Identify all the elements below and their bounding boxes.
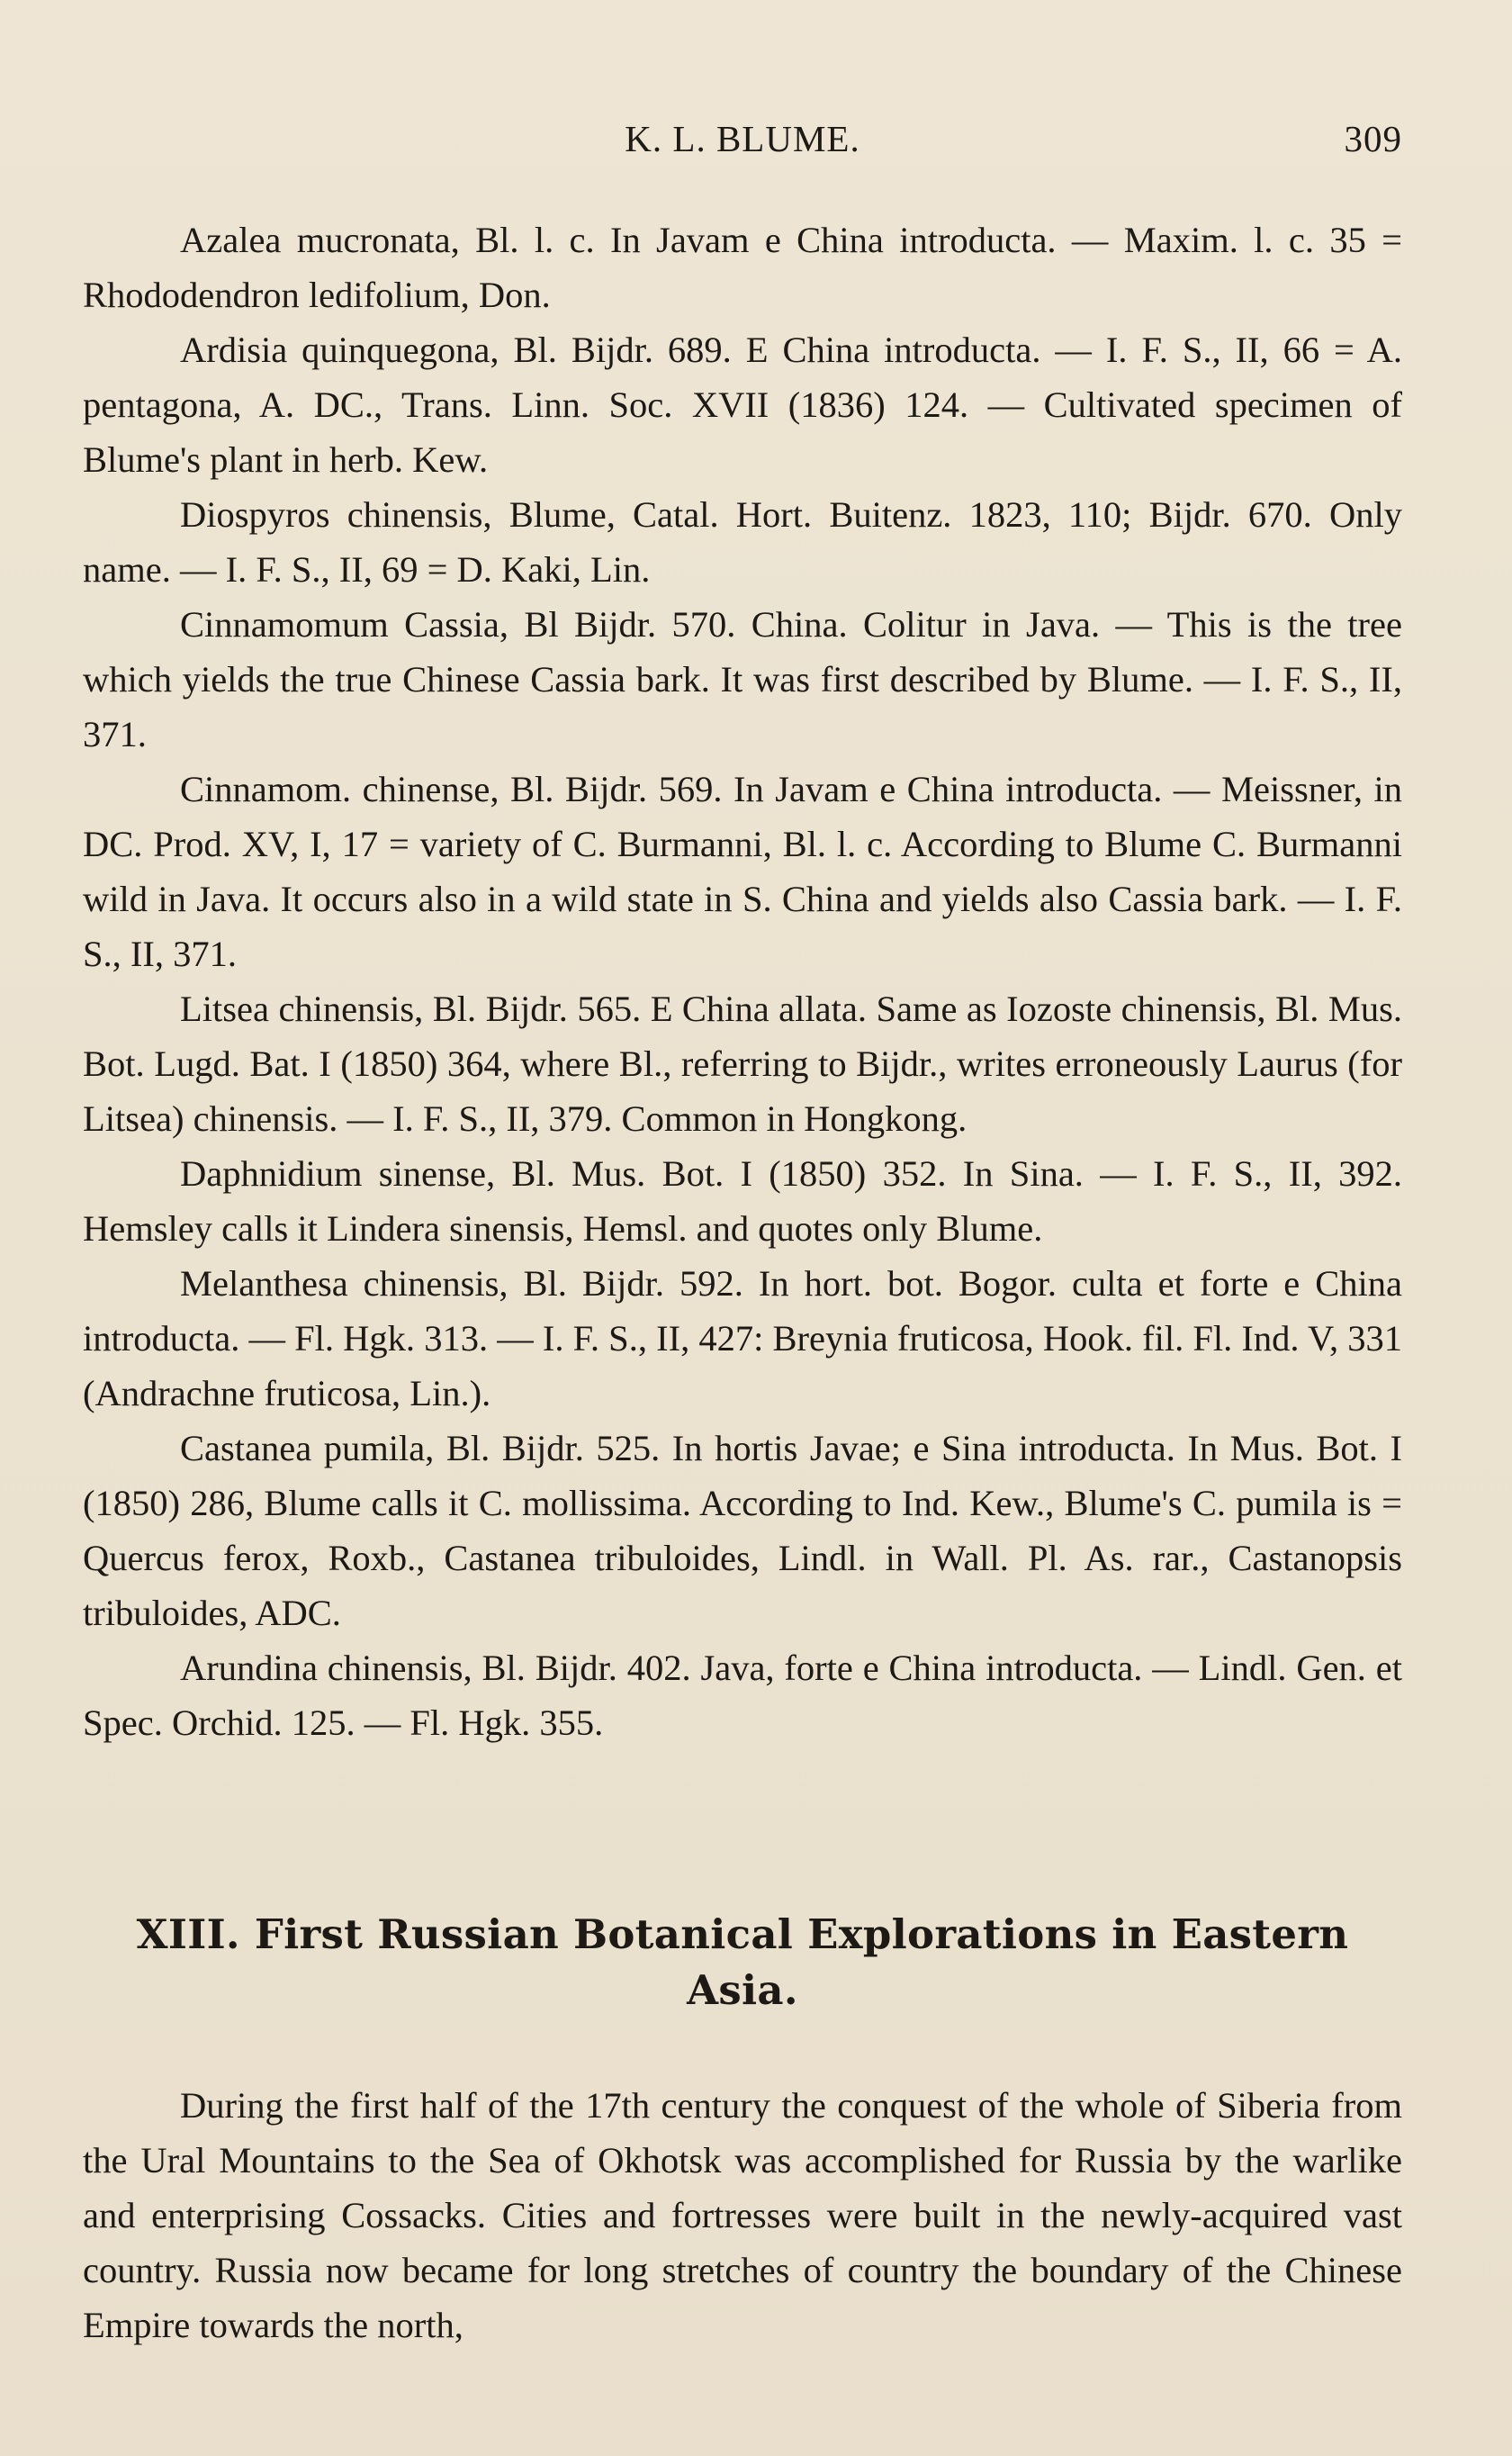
running-title: K. L. BLUME.	[625, 118, 860, 159]
entry-litsea-chinensis: Litsea chinensis, Bl. Bijdr. 565. E China allata. Same as Iozoste chinensis, Bl. Mus. Bot. Lugd. Bat. I (1850) 364, where Bl., referring to Bijdr., writes erroneously Laurus (for Litsea) chinensis. — I. F. S., II, 379. Common in Hongkong.	[83, 989, 1402, 1139]
entry-daphnidium-sinense: Daphnidium sinense, Bl. Mus. Bot. I (1850) 352. In Sina. — I. F. S., II, 392. Hemsley calls it Lindera sinensis, Hemsl. and quotes only Blume.	[83, 1153, 1402, 1249]
entry-cinnamomum-cassia: Cinnamomum Cassia, Bl Bijdr. 570. China. Colitur in Java. — This is the tree which yields the true Chinese Cassia bark. It was first described by Blume. — I. F. S., II, 371.	[83, 604, 1402, 754]
entry-arundina-chinensis: Arundina chinensis, Bl. Bijdr. 402. Java, forte e China introducta. — Lindl. Gen. et Spec. Orchid. 125. — Fl. Hgk. 355.	[83, 1648, 1402, 1743]
entry-melanthesa-chinensis: Melanthesa chinensis, Bl. Bijdr. 592. In hort. bot. Bogor. culta et forte e China introducta. — Fl. Hgk. 313. — I. F. S., II, 427: Breynia fruticosa, Hook. fil. Fl. Ind. V, 331 (Andrachne fruticosa, Lin.).	[83, 1263, 1402, 1413]
section-heading: XIII. First Russian Botanical Explorations in Eastern Asia.	[136, 1910, 1349, 2014]
section-body	[83, 2078, 1402, 2352]
entry-ardisia-quinquegona: Ardisia quinquegona, Bl. Bijdr. 689. E China introducta. — I. F. S., II, 66 = A. pentagona, A. DC., Trans. Linn. Soc. XVII (1836) 124. — Cultivated specimen of Blume's plant in herb. Kew.	[83, 330, 1402, 480]
entry-diospyros-chinensis: Diospyros chinensis, Blume, Catal. Hort. Buitenz. 1823, 110; Bijdr. 670. Only name. — I. F. S., II, 69 = D. Kaki, Lin.	[83, 494, 1402, 590]
entry-azalea-mucronata: Azalea mucronata, Bl. l. c. In Javam e China introducta. — Maxim. l. c. 35 = Rhododendron ledifolium, Don.	[83, 220, 1402, 315]
page-number: 309	[1344, 118, 1402, 159]
section-paragraph: During the first half of the 17th century the conquest of the whole of Siberia from the Ural Mountains to the Sea of Okhotsk was accomplished for Russia by the warlike and enterprising Cossacks. Cities and fortresses were built in the newly-acquired vast country. Russia now became for long stretches of country the boundary of the Chinese Empire towards the north,	[83, 2085, 1402, 2345]
running-head	[83, 117, 1402, 171]
species-entries	[83, 212, 1402, 1750]
entry-castanea-pumila: Castanea pumila, Bl. Bijdr. 525. In hortis Javae; e Sina introducta. In Mus. Bot. I (1850) 286, Blume calls it C. mollissima. According to Ind. Kew., Blume's C. pumila is = Quercus ferox, Roxb., Castanea tribuloides, Lindl. in Wall. Pl. As. rar., Castanopsis tribuloides, ADC.	[83, 1428, 1402, 1633]
entry-cinnamom-chinense: Cinnamom. chinense, Bl. Bijdr. 569. In Javam e China introducta. — Meissner, in DC. Prod. XV, I, 17 = variety of C. Burmanni, Bl. l. c. According to Blume C. Burmanni wild in Java. It occurs also in a wild state in S. China and yields also Cassia bark. — I. F. S., II, 371.	[83, 769, 1402, 974]
